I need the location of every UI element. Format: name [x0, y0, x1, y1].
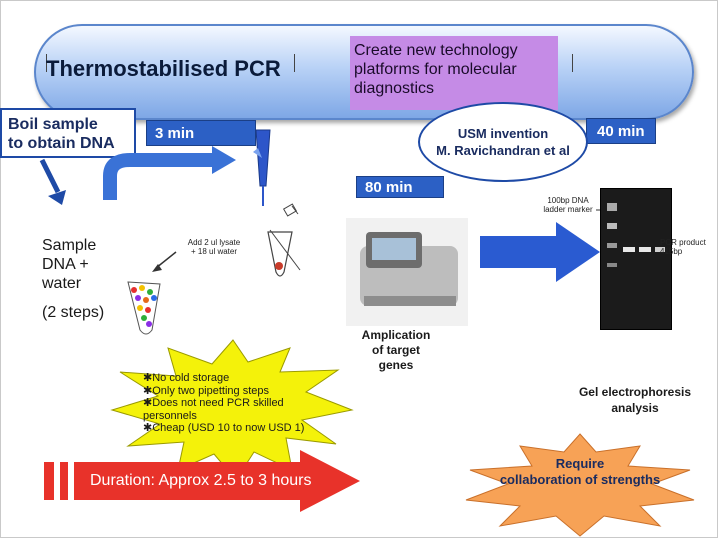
- benefits-list: [143, 372, 323, 435]
- time-40-min: 40 min: [586, 118, 656, 144]
- curved-arrow-head: [212, 146, 236, 174]
- benefit-item: ✱Cheap (USD 10 to now USD 1): [143, 422, 305, 434]
- time-80-min: 80 min: [356, 176, 444, 198]
- time-3-min: 3 min: [146, 120, 256, 146]
- block-arrow-to-gel: [480, 222, 600, 282]
- usm-line: M. Ravichandran et al: [436, 143, 570, 158]
- page-title: Thermostabilised PCR: [46, 56, 281, 81]
- benefit-item: ✱Does not need PCR skilled personnels: [143, 397, 284, 422]
- callout-line: Create new technology: [354, 42, 518, 59]
- callout-line: diagnostics: [354, 80, 435, 97]
- usm-line: USM invention: [457, 126, 549, 141]
- callout-line: platforms for molecular: [354, 61, 517, 78]
- pcr-machine-illustration: [346, 218, 468, 326]
- add-lysate-label: Add 2 ul lysate + 18 ul water: [187, 238, 241, 256]
- benefit-item: ✱Only two pipetting steps: [143, 384, 270, 397]
- curved-arrow: [110, 160, 215, 200]
- gel-electrophoresis-label: Gel electrophoresis analysis: [578, 385, 692, 415]
- pcr-product-label: PCR product 415bp: [660, 238, 706, 256]
- pipette-tip-icon: [256, 130, 270, 186]
- require-label: Require collaboration of strengths: [499, 456, 661, 487]
- benefit-item: ✱No cold storage: [143, 372, 230, 384]
- sample-description: Sample DNA + water (2 steps): [42, 237, 105, 321]
- down-arrow: [42, 160, 58, 192]
- amplication-label: Amplication of target genes: [361, 328, 431, 372]
- boil-line: to obtain DNA: [8, 135, 115, 152]
- duration-label: Duration: Approx 2.5 to 3 hours: [90, 472, 312, 489]
- ladder-label: 100bp DNA ladder marker: [543, 196, 593, 214]
- colored-beads: [131, 285, 157, 327]
- boil-line: Boil sample: [8, 116, 98, 133]
- steps-label: (2 steps): [42, 304, 105, 321]
- gel-image: [600, 188, 672, 330]
